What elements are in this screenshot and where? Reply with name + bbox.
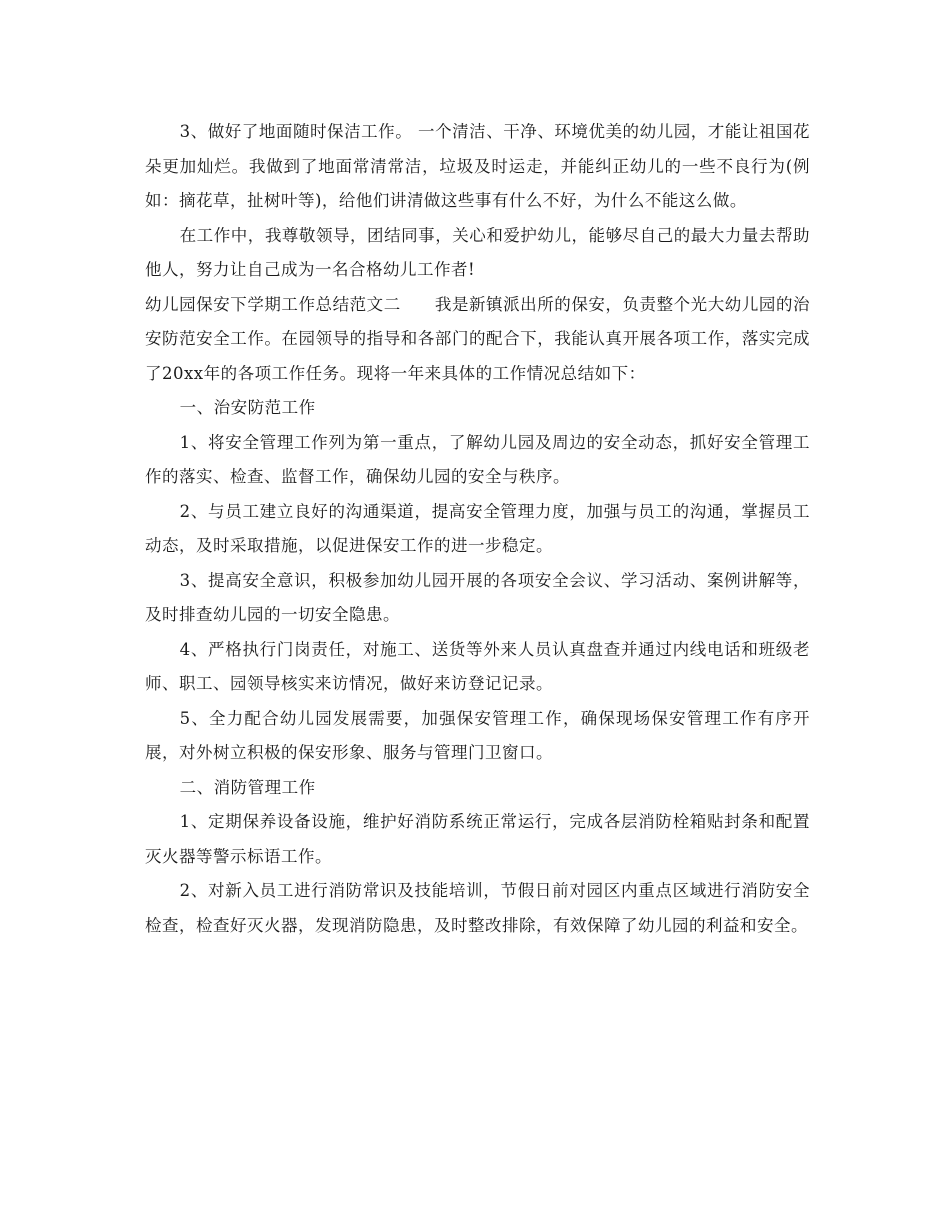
paragraph-security-5: 5、全力配合幼儿园发展需要，加强保安管理工作，确保现场保安管理工作有序开展，对外树立积极的保安形象、服务与管理门卫窗口。 <box>145 708 810 762</box>
paragraph-cleaning: 3、做好了地面随时保洁工作。 一个清洁、干净、环境优美的幼儿园，才能让祖国花朵更加灿烂。我做到了地面常清常洁，垃圾及时运走，并能纠正幼儿的一些不良行为(例如：摘花草，扯树叶等)，给他们讲清做这些事有什么不好，为什么不能这么做。 <box>145 122 810 210</box>
section-heading-security: 一、治安防范工作 <box>179 398 316 417</box>
paragraph-article-two-intro: 幼儿园保安下学期工作总结范文二 我是新镇派出所的保安，负责整个光大幼儿园的治安防范安全工作。在园领导的指导和各部门的配合下，我能认真开展各项工作，落实完成了20xx年的各项工作任务。现将一年来具体的工作情况总结如下： <box>145 294 810 383</box>
paragraph-fire-1: 1、定期保养设备设施，维护好消防系统正常运行，完成各层消防栓箱贴封条和配置灭火器等警示标语工作。 <box>145 812 810 866</box>
paragraph-security-1: 1、将安全管理工作列为第一重点，了解幼儿园及周边的安全动态，抓好安全管理工作的落实、检查、监督工作，确保幼儿园的安全与秩序。 <box>145 432 810 486</box>
paragraph-work-attitude: 在工作中，我尊敬领导，团结同事，关心和爱护幼儿，能够尽自己的最大力量去帮助他人，努力让自己成为一名合格幼儿工作者! <box>145 225 810 279</box>
paragraph-fire-2: 2、对新入员工进行消防常识及技能培训，节假日前对园区内重点区域进行消防安全检查，检查好灭火器，发现消防隐患，及时整改排除，有效保障了幼儿园的利益和安全。 <box>145 881 810 935</box>
paragraph-security-4: 4、严格执行门岗责任，对施工、送货等外来人员认真盘查并通过内线电话和班级老师、职工、园领导核实来访情况，做好来访登记记录。 <box>145 639 810 693</box>
document-body <box>145 115 810 943</box>
paragraph-security-3: 3、提高安全意识，积极参加幼儿园开展的各项安全会议、学习活动、案例讲解等，及时排查幼儿园的一切安全隐患。 <box>145 570 810 624</box>
paragraph-security-2: 2、与员工建立良好的沟通渠道，提高安全管理力度，加强与员工的沟通，掌握员工动态，及时采取措施，以促进保安工作的进一步稳定。 <box>145 501 810 555</box>
section-heading-fire: 二、消防管理工作 <box>179 777 316 797</box>
